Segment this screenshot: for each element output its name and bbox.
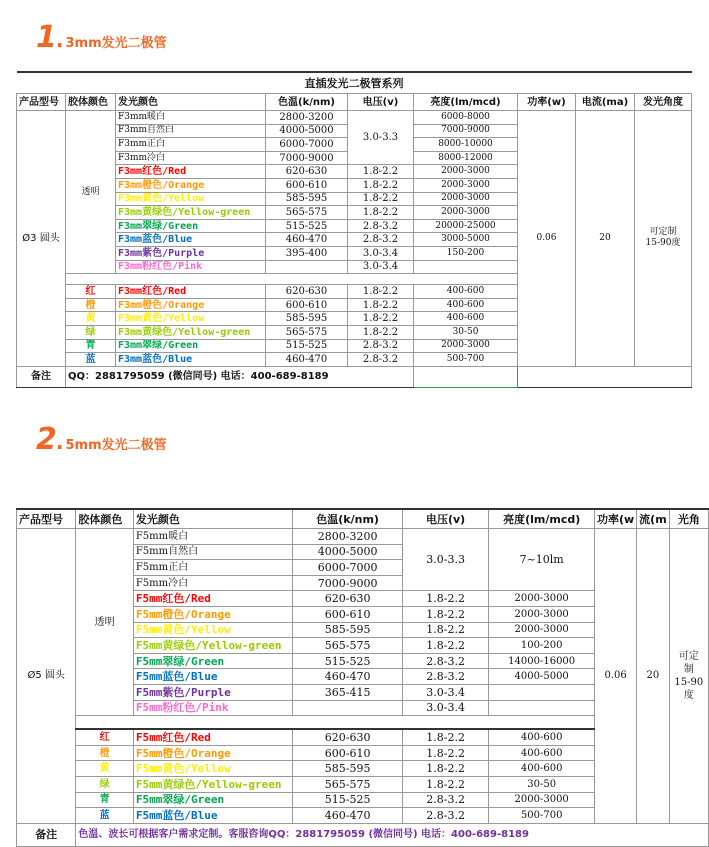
color-temp: 600-610 (266, 178, 348, 192)
brightness (414, 260, 518, 274)
column-header: 电压(v) (348, 94, 414, 111)
column-header: 流(m (637, 509, 670, 529)
note-text: QQ：2881795059 (微信同号) 电话：400-689-8189 (66, 366, 414, 387)
color-temp: 620-630 (266, 165, 348, 179)
body-color: 青 (66, 339, 116, 353)
voltage: 2.8-3.2 (402, 792, 489, 808)
section-2-number: 2 (36, 422, 56, 457)
emit-color: F3mm橙色/Orange (116, 298, 266, 312)
product-model: Ø3 圆头 (17, 111, 66, 367)
voltage: 3.0-3.3 (348, 111, 414, 165)
body-color: 橙 (76, 745, 133, 761)
brightness: 7~10lm (489, 529, 595, 591)
body-color-clear: 透明 (66, 111, 116, 274)
voltage: 1.8-2.2 (402, 745, 489, 761)
emit-color: F3mm橙色/Orange (116, 178, 266, 192)
column-header: 光角 (669, 509, 708, 529)
color-temp: 2800-3200 (266, 111, 348, 125)
body-color-clear: 透明 (76, 529, 133, 716)
emit-color: F3mm紫色/Purple (116, 246, 266, 260)
body-color: 红 (66, 285, 116, 299)
color-temp: 620-630 (266, 285, 348, 299)
voltage: 1.8-2.2 (348, 165, 414, 179)
emit-color: F3mm蓝色/Blue (116, 233, 266, 247)
caption-row (17, 72, 692, 94)
body-color: 黄 (66, 312, 116, 326)
brightness: 400-600 (414, 298, 518, 312)
emit-color: F5mm黄绿色/Yellow-green (133, 638, 292, 654)
note-label: 备注 (17, 366, 66, 387)
brightness: 14000-16000 (489, 653, 595, 669)
emit-color: F3mm红色/Red (116, 285, 266, 299)
brightness: 7000-9000 (414, 124, 518, 138)
brightness: 500-700 (489, 808, 595, 824)
voltage: 3.0-3.4 (402, 684, 489, 700)
voltage: 1.8-2.2 (348, 206, 414, 220)
brightness: 400-600 (489, 761, 595, 777)
voltage: 1.8-2.2 (348, 298, 414, 312)
brightness: 150-200 (414, 246, 518, 260)
color-temp: 460-470 (266, 353, 348, 367)
color-temp: 7000-9000 (266, 151, 348, 165)
color-temp: 600-610 (293, 745, 403, 761)
emit-color: F3mm自然白 (116, 124, 266, 138)
color-temp: 6000-7000 (293, 560, 403, 576)
emit-color: F5mm冷白 (133, 575, 292, 591)
section-1-dot: . (55, 28, 64, 52)
brightness: 2000-3000 (414, 178, 518, 192)
body-color: 绿 (76, 776, 133, 792)
voltage: 3.0-3.4 (348, 246, 414, 260)
emit-color: F3mm翠绿/Green (116, 339, 266, 353)
current: 20 (637, 529, 670, 824)
section-2-dot: . (55, 430, 64, 454)
color-temp: 4000-5000 (266, 124, 348, 138)
brightness: 400-600 (489, 745, 595, 761)
emit-color: F5mm黄色/Yellow (133, 761, 292, 777)
voltage: 1.8-2.2 (348, 192, 414, 206)
color-temp: 515-525 (266, 219, 348, 233)
section-1-title (36, 20, 167, 55)
angle-line: 可定 (678, 650, 699, 662)
brightness: 6000-8000 (414, 111, 518, 125)
color-temp: 585-595 (266, 312, 348, 326)
voltage: 1.8-2.2 (348, 178, 414, 192)
emit-color: F3mm黄色/Yellow (116, 312, 266, 326)
column-header: 色温(k/nm) (293, 509, 403, 529)
voltage: 1.8-2.2 (402, 776, 489, 792)
emit-color: F5mm粉红色/Pink (133, 700, 292, 716)
voltage: 2.8-3.2 (348, 353, 414, 367)
color-temp: 7000-9000 (293, 575, 403, 591)
voltage: 1.8-2.2 (402, 622, 489, 638)
brightness: 2000-3000 (414, 206, 518, 220)
brightness: 2000-3000 (414, 339, 518, 353)
emit-color: F5mm橙色/Orange (133, 745, 292, 761)
voltage: 3.0-3.4 (402, 700, 489, 716)
voltage: 2.8-3.2 (348, 233, 414, 247)
voltage: 2.8-3.2 (402, 653, 489, 669)
color-temp: 2800-3200 (293, 529, 403, 545)
angle-line: 15-90度 (645, 238, 681, 249)
emit-color: F3mm黄绿色/Yellow-green (116, 325, 266, 339)
color-temp: 460-470 (293, 808, 403, 824)
emit-color: F5mm暖白 (133, 529, 292, 545)
color-temp: 585-595 (293, 622, 403, 638)
brightness: 8000-12000 (414, 151, 518, 165)
table-row (17, 529, 709, 545)
brightness: 2000-3000 (489, 606, 595, 622)
emit-color: F5mm紫色/Purple (133, 684, 292, 700)
emit-color: F3mm黄色/Yellow (116, 192, 266, 206)
emit-color: F3mm暖白 (116, 111, 266, 125)
brightness: 20000-25000 (414, 219, 518, 233)
voltage: 1.8-2.2 (348, 285, 414, 299)
brightness (489, 684, 595, 700)
color-temp: 365-415 (293, 684, 403, 700)
angle-line: 制 (683, 663, 694, 675)
section-2-heading: 5mm发光二极管 (65, 438, 167, 453)
emit-color: F5mm自然白 (133, 544, 292, 560)
brightness: 2000-3000 (489, 591, 595, 607)
body-color: 黄 (76, 761, 133, 777)
led-5mm-table (16, 508, 709, 847)
body-color: 红 (76, 729, 133, 745)
header-row (17, 509, 709, 529)
brightness: 400-600 (414, 285, 518, 299)
power: 0.06 (518, 111, 576, 367)
section-2-title (36, 422, 167, 457)
voltage: 1.8-2.2 (402, 638, 489, 654)
color-temp: 565-575 (293, 776, 403, 792)
emit-color: F3mm粉红色/Pink (116, 260, 266, 274)
header-row (17, 94, 692, 111)
emit-angle (635, 111, 692, 367)
column-header: 亮度(lm/mcd) (414, 94, 518, 111)
color-temp: 515-525 (293, 653, 403, 669)
voltage: 1.8-2.2 (402, 729, 489, 745)
body-color: 绿 (66, 325, 116, 339)
note-text: 色温、波长可根据客户需求定制。客服咨询QQ：2881795059 (微信同号) 电话：400-689-8189 (76, 823, 709, 846)
emit-color: F3mm正白 (116, 138, 266, 152)
emit-color: F3mm黄绿色/Yellow-green (116, 206, 266, 220)
angle-line: 15-90 (674, 676, 704, 688)
column-header: 发光角度 (635, 94, 692, 111)
note-label: 备注 (17, 823, 76, 846)
column-header: 产品型号 (17, 94, 66, 111)
color-temp: 620-630 (293, 591, 403, 607)
emit-color: F5mm红色/Red (133, 591, 292, 607)
brightness: 30-50 (489, 776, 595, 792)
color-temp: 4000-5000 (293, 544, 403, 560)
color-temp: 565-575 (266, 206, 348, 220)
color-temp: 515-525 (266, 339, 348, 353)
column-header: 胶体颜色 (76, 509, 133, 529)
emit-color: F5mm黄绿色/Yellow-green (133, 776, 292, 792)
color-temp: 600-610 (266, 298, 348, 312)
voltage: 2.8-3.2 (348, 339, 414, 353)
color-temp: 585-595 (293, 761, 403, 777)
brightness: 3000-5000 (414, 233, 518, 247)
voltage: 2.8-3.2 (402, 669, 489, 685)
column-header: 电流(ma) (576, 94, 635, 111)
voltage: 2.8-3.2 (402, 808, 489, 824)
voltage: 1.8-2.2 (348, 312, 414, 326)
led-3mm-table (16, 71, 692, 388)
column-header: 功率(w) (518, 94, 576, 111)
color-temp: 620-630 (293, 729, 403, 745)
column-header: 发光颜色 (116, 94, 266, 111)
brightness: 2000-3000 (414, 192, 518, 206)
voltage: 1.8-2.2 (402, 761, 489, 777)
color-temp: 565-575 (266, 325, 348, 339)
brightness: 400-600 (489, 729, 595, 745)
color-temp: 460-470 (266, 233, 348, 247)
color-temp: 515-525 (293, 792, 403, 808)
column-header: 亮度(lm/mcd) (489, 509, 595, 529)
section-1-number: 1 (36, 20, 56, 55)
voltage: 1.8-2.2 (402, 606, 489, 622)
column-header: 发光颜色 (133, 509, 292, 529)
emit-color: F5mm正白 (133, 560, 292, 576)
brightness: 4000-5000 (489, 669, 595, 685)
brightness: 2000-3000 (489, 792, 595, 808)
body-color: 橙 (66, 298, 116, 312)
section-1-heading: 3mm发光二极管 (65, 36, 167, 51)
spacer-cell (76, 716, 595, 730)
note-row (17, 823, 709, 846)
emit-color: F5mm橙色/Orange (133, 606, 292, 622)
spacer-cell (66, 274, 518, 285)
brightness: 400-600 (414, 312, 518, 326)
color-temp: 565-575 (293, 638, 403, 654)
emit-color: F5mm翠绿/Green (133, 792, 292, 808)
angle-line: 可定制 (649, 227, 677, 238)
brightness: 8000-10000 (414, 138, 518, 152)
emit-color: F5mm蓝色/Blue (133, 669, 292, 685)
voltage: 1.8-2.2 (402, 591, 489, 607)
body-color: 青 (76, 792, 133, 808)
brightness (489, 700, 595, 716)
brightness: 30-50 (414, 325, 518, 339)
emit-color: F3mm红色/Red (116, 165, 266, 179)
note-empty (414, 366, 518, 387)
body-color: 蓝 (76, 808, 133, 824)
table-row (17, 111, 692, 125)
voltage: 3.0-3.3 (402, 529, 489, 591)
table-caption: 直插发光二极管系列 (17, 72, 692, 94)
color-temp (293, 700, 403, 716)
current: 20 (576, 111, 635, 367)
note-empty (518, 366, 692, 387)
emit-angle (669, 529, 708, 824)
emit-color: F5mm翠绿/Green (133, 653, 292, 669)
emit-color: F5mm红色/Red (133, 729, 292, 745)
brightness: 100-200 (489, 638, 595, 654)
emit-color: F3mm翠绿/Green (116, 219, 266, 233)
color-temp: 6000-7000 (266, 138, 348, 152)
column-header: 电压(v) (402, 509, 489, 529)
note-row (17, 366, 692, 387)
brightness: 2000-3000 (414, 165, 518, 179)
power: 0.06 (594, 529, 636, 824)
voltage: 2.8-3.2 (348, 219, 414, 233)
color-temp: 585-595 (266, 192, 348, 206)
emit-color: F3mm冷白 (116, 151, 266, 165)
voltage: 1.8-2.2 (348, 325, 414, 339)
angle-line: 度 (683, 689, 694, 701)
body-color: 蓝 (66, 353, 116, 367)
column-header: 产品型号 (17, 509, 76, 529)
color-temp: 460-470 (293, 669, 403, 685)
column-header: 功率(w (594, 509, 636, 529)
color-temp (266, 260, 348, 274)
column-header: 色温(k/nm) (266, 94, 348, 111)
product-model: Ø5 圆头 (17, 529, 76, 824)
color-temp: 600-610 (293, 606, 403, 622)
color-temp: 395-400 (266, 246, 348, 260)
brightness: 500-700 (414, 353, 518, 367)
emit-color: F5mm蓝色/Blue (133, 808, 292, 824)
column-header: 胶体颜色 (66, 94, 116, 111)
emit-color: F5mm黄色/Yellow (133, 622, 292, 638)
emit-color: F3mm蓝色/Blue (116, 353, 266, 367)
voltage: 3.0-3.4 (348, 260, 414, 274)
brightness: 2000-3000 (489, 622, 595, 638)
